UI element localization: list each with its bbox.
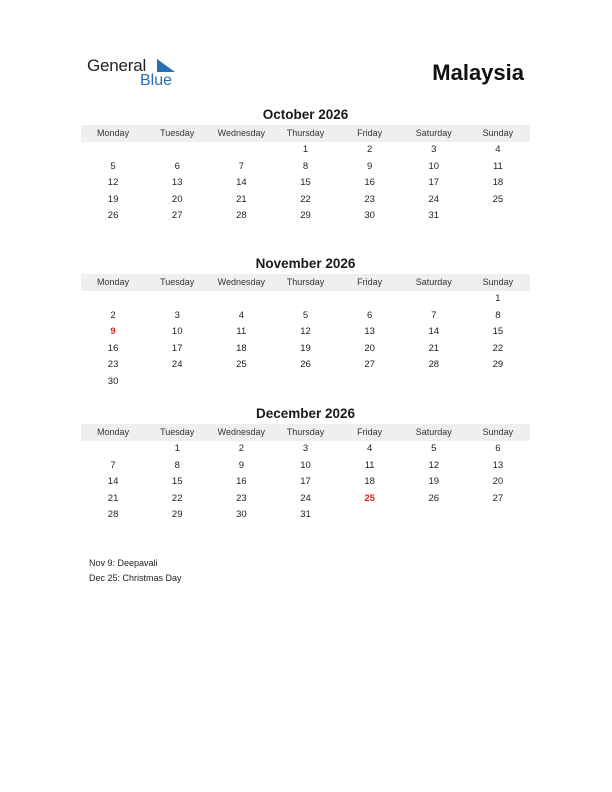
day-cell xyxy=(402,507,466,524)
month-december xyxy=(81,405,530,524)
day-cell: 3 xyxy=(302,443,309,454)
day-cell: 30 xyxy=(107,375,119,387)
day-cell: 19 xyxy=(300,342,311,354)
day-cell: 1 xyxy=(495,293,501,304)
week-row xyxy=(81,507,530,524)
day-cell: 2 xyxy=(238,443,244,454)
week-row xyxy=(81,374,530,391)
day-cell: 26 xyxy=(107,210,119,221)
logo xyxy=(87,56,197,92)
day-cell: 10 xyxy=(428,160,440,172)
week-row xyxy=(81,159,530,176)
day-cell: 30 xyxy=(364,210,375,221)
day-cell: 9 xyxy=(238,459,244,471)
day-cell: 28 xyxy=(107,509,119,520)
day-cell: 27 xyxy=(364,359,375,370)
day-cell: 11 xyxy=(364,459,375,471)
month-title: November 2026 xyxy=(255,256,356,271)
day-cell: 11 xyxy=(492,160,503,172)
day-cell: 9 xyxy=(366,160,373,172)
day-cell xyxy=(466,374,530,391)
weekday-label: Friday xyxy=(357,128,383,138)
day-cell: 12 xyxy=(300,326,311,337)
day-cell: 14 xyxy=(428,326,440,337)
day-cell: 14 xyxy=(236,177,247,188)
day-cell: 22 xyxy=(300,193,311,205)
day-cell xyxy=(81,142,145,159)
day-cell xyxy=(338,374,402,391)
day-cell: 4 xyxy=(366,443,373,454)
day-cell: 4 xyxy=(495,144,501,155)
day-cell: 15 xyxy=(171,476,183,487)
weekday-header xyxy=(81,424,530,441)
day-cell: 21 xyxy=(428,342,440,354)
day-cell: 19 xyxy=(107,193,119,205)
day-cell: 5 xyxy=(110,160,116,172)
day-cell: 28 xyxy=(428,359,440,370)
weekday-label: Saturday xyxy=(415,427,452,437)
day-cell: 8 xyxy=(302,160,309,172)
day-cell: 4 xyxy=(238,309,244,321)
day-cell: 3 xyxy=(431,144,437,155)
day-cell xyxy=(145,374,209,391)
weekday-label: Sunday xyxy=(482,427,514,437)
day-cell: 23 xyxy=(364,193,375,205)
weekday-label: Wednesday xyxy=(217,427,266,437)
day-cell: 5 xyxy=(302,309,309,321)
day-cell: 16 xyxy=(236,476,247,487)
month-title: October 2026 xyxy=(262,107,349,122)
week-row xyxy=(81,192,530,209)
month-title: December 2026 xyxy=(255,406,356,421)
week-row xyxy=(81,341,530,358)
day-cell: 29 xyxy=(171,509,183,520)
day-cell: 18 xyxy=(364,476,375,487)
weekday-label: Saturday xyxy=(415,128,452,138)
day-cell xyxy=(145,291,209,308)
day-cell: 20 xyxy=(492,476,504,487)
day-cell: 14 xyxy=(107,476,119,487)
day-cell: 21 xyxy=(236,193,247,205)
weekday-label: Saturday xyxy=(415,277,452,287)
day-cell: 31 xyxy=(300,509,311,520)
week-row xyxy=(81,324,530,341)
day-cell: 17 xyxy=(300,476,311,487)
weekday-label: Friday xyxy=(357,277,383,287)
holiday-note: Nov 9: Deepavali xyxy=(89,558,158,568)
day-cell: 27 xyxy=(492,492,504,504)
day-cell: 10 xyxy=(300,459,311,471)
holiday-note: Dec 25: Christmas Day xyxy=(89,573,182,583)
day-cell: 15 xyxy=(300,177,311,188)
weekday-label: Sunday xyxy=(482,277,514,287)
day-cell xyxy=(402,291,466,308)
day-cell xyxy=(273,291,337,308)
day-cell: 17 xyxy=(428,177,440,188)
day-cell xyxy=(273,374,337,391)
weekday-label: Monday xyxy=(97,128,130,138)
day-cell: 30 xyxy=(236,509,247,520)
day-cell: 22 xyxy=(492,342,504,354)
day-cell: 27 xyxy=(171,210,183,221)
day-cell xyxy=(338,507,402,524)
weekday-label: Tuesday xyxy=(160,427,195,437)
day-cell: 3 xyxy=(174,309,180,321)
day-cell: 6 xyxy=(495,443,501,454)
day-cell xyxy=(466,507,530,524)
day-cell: 6 xyxy=(366,309,373,321)
day-cell: 7 xyxy=(110,459,116,471)
week-row xyxy=(81,175,530,192)
day-cell: 1 xyxy=(302,144,309,155)
weekday-header xyxy=(81,125,530,142)
day-cell: 29 xyxy=(492,359,504,370)
day-cell xyxy=(466,208,530,225)
month-november xyxy=(81,255,530,390)
day-cell: 10 xyxy=(171,326,183,337)
day-cell: 26 xyxy=(300,359,311,370)
weekday-label: Monday xyxy=(97,277,130,287)
logo-general-text: General xyxy=(87,56,147,75)
weekday-label: Friday xyxy=(357,427,383,437)
week-row xyxy=(81,357,530,374)
day-cell: 7 xyxy=(431,309,437,321)
day-cell: 21 xyxy=(107,492,119,504)
day-cell: 12 xyxy=(107,177,119,188)
weekday-label: Monday xyxy=(97,427,130,437)
holiday-day-cell: 9 xyxy=(110,326,116,337)
logo-blue-text: Blue xyxy=(140,72,173,89)
holiday-day-cell: 25 xyxy=(364,492,375,504)
day-cell: 24 xyxy=(300,492,311,504)
day-cell: 6 xyxy=(174,160,180,172)
day-cell: 28 xyxy=(236,210,247,221)
day-cell: 24 xyxy=(171,359,183,370)
weekday-label: Thursday xyxy=(286,427,325,437)
weekday-label: Thursday xyxy=(286,128,325,138)
weekday-label: Wednesday xyxy=(217,128,266,138)
day-cell: 16 xyxy=(364,177,375,188)
week-row xyxy=(81,142,530,159)
day-cell: 2 xyxy=(110,309,116,321)
day-cell: 17 xyxy=(171,342,183,354)
week-row xyxy=(81,474,530,491)
day-cell: 8 xyxy=(174,459,180,471)
weekday-label: Wednesday xyxy=(217,277,266,287)
holiday-notes xyxy=(89,556,182,586)
day-cell xyxy=(145,142,209,159)
week-row xyxy=(81,208,530,225)
day-cell: 13 xyxy=(364,326,375,337)
day-cell: 2 xyxy=(366,144,373,155)
day-cell: 16 xyxy=(107,342,119,354)
week-row xyxy=(81,491,530,508)
day-cell: 25 xyxy=(492,193,504,205)
day-cell: 12 xyxy=(428,459,440,471)
weekday-label: Tuesday xyxy=(160,277,195,287)
day-cell xyxy=(209,142,273,159)
day-cell: 13 xyxy=(492,459,504,471)
day-cell: 23 xyxy=(107,359,119,370)
week-row xyxy=(81,441,530,458)
day-cell: 5 xyxy=(431,443,437,454)
weekday-header xyxy=(81,274,530,291)
day-cell xyxy=(209,291,273,308)
day-cell: 26 xyxy=(428,492,440,504)
day-cell: 25 xyxy=(236,359,247,370)
day-cell: 31 xyxy=(428,210,440,221)
day-cell: 24 xyxy=(428,193,440,205)
day-cell: 1 xyxy=(174,443,180,454)
day-cell: 22 xyxy=(171,492,183,504)
day-cell: 29 xyxy=(300,210,311,221)
week-row xyxy=(81,458,530,475)
day-cell: 8 xyxy=(495,309,501,321)
day-cell: 13 xyxy=(171,177,183,188)
day-cell: 18 xyxy=(492,177,504,188)
day-cell: 20 xyxy=(171,193,183,205)
day-cell xyxy=(402,374,466,391)
day-cell: 20 xyxy=(364,342,375,354)
day-cell xyxy=(209,374,273,391)
day-cell: 15 xyxy=(492,326,504,337)
day-cell: 7 xyxy=(238,160,244,172)
week-row xyxy=(81,308,530,325)
day-cell xyxy=(81,441,145,458)
day-cell: 18 xyxy=(236,342,247,354)
week-row xyxy=(81,291,530,308)
day-cell: 23 xyxy=(236,492,247,504)
day-cell: 11 xyxy=(236,326,247,337)
country-title: Malaysia xyxy=(432,60,524,85)
weekday-label: Tuesday xyxy=(160,128,195,138)
day-cell: 19 xyxy=(428,476,440,487)
day-cell xyxy=(81,291,145,308)
weekday-label: Thursday xyxy=(286,277,325,287)
weekday-label: Sunday xyxy=(482,128,514,138)
day-cell xyxy=(338,291,402,308)
month-october xyxy=(81,106,530,225)
